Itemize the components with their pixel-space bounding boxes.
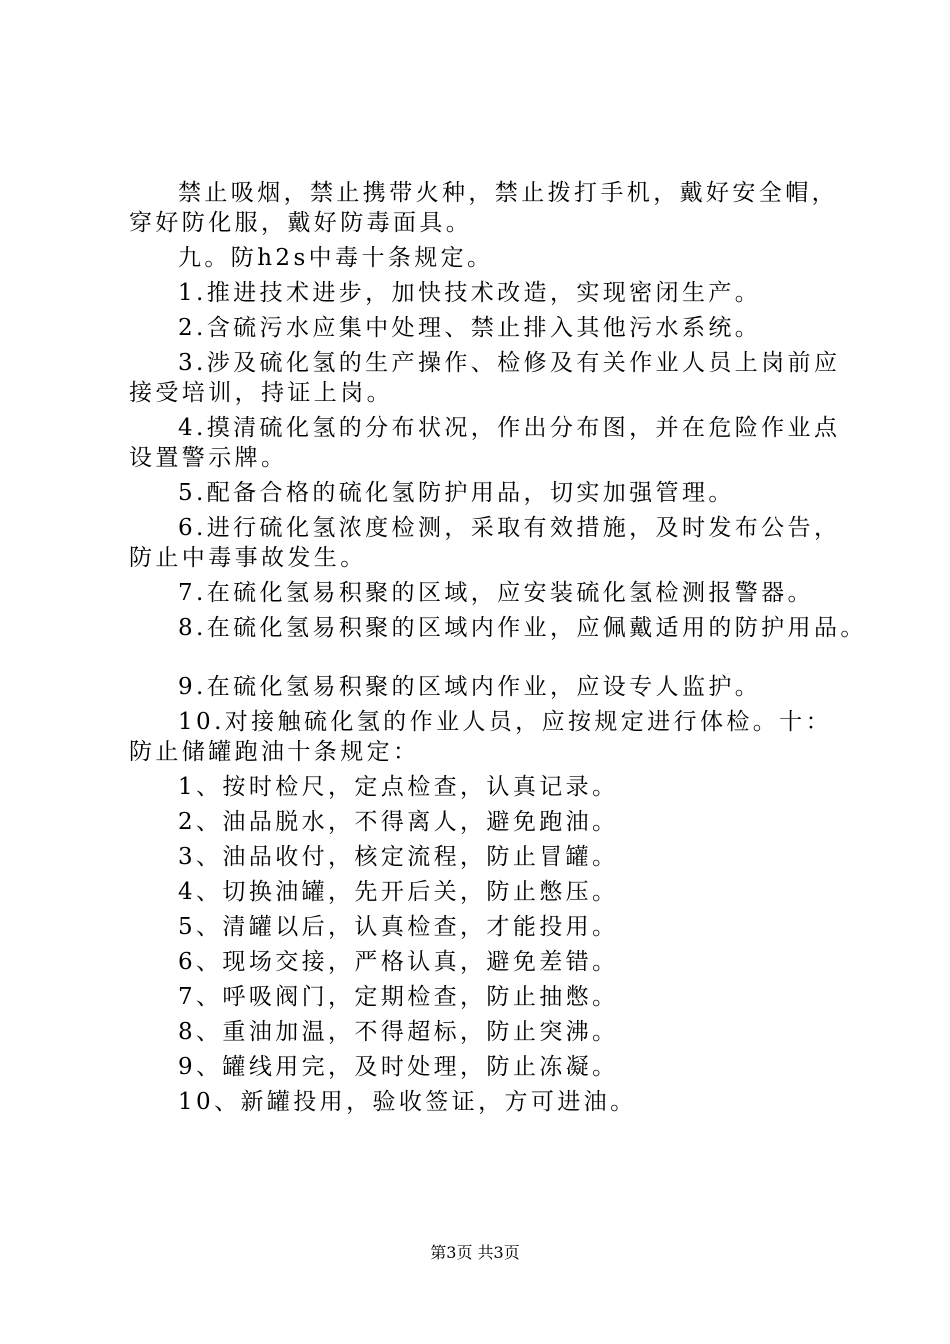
document-body	[129, 178, 867, 1122]
section-heading-h2s: 九。防h2s中毒十条规定。	[178, 245, 494, 271]
tank-rule-10: 10、新罐投用，验收签证，方可进油。	[178, 1089, 637, 1115]
tank-rule-5: 5、清罐以后，认真检查，才能投用。	[178, 914, 619, 940]
tank-rule-2: 2、油品脱水，不得离人，避免跑油。	[178, 809, 619, 835]
h2s-rule-5: 5.配备合格的硫化氢防护用品，切实加强管理。	[178, 480, 735, 506]
tank-rule-9: 9、罐线用完，及时处理，防止冻凝。	[178, 1054, 619, 1080]
paragraph-safety-rules: 禁止吸烟，禁止携带火种，禁止拨打手机，戴好安全帽，穿好防化服，戴好防毒面具。	[129, 180, 838, 236]
h2s-rule-1: 1.推进技术进步，加快技术改造，实现密闭生产。	[178, 280, 762, 306]
paragraph-gap	[129, 648, 849, 672]
tank-rule-8: 8、重油加温，不得超标，防止突沸。	[178, 1019, 619, 1045]
h2s-rule-9: 9.在硫化氢易积聚的区域内作业，应设专人监护。	[178, 674, 762, 700]
tank-rule-3: 3、油品收付，核定流程，防止冒罐。	[178, 844, 619, 870]
h2s-rule-10: 10.对接触硫化氢的作业人员，应按规定进行体检。十：防止储罐跑油十条规定：	[129, 709, 832, 765]
h2s-rule-8: 8.在硫化氢易积聚的区域内作业，应佩戴适用的防护用品。	[178, 615, 867, 641]
h2s-rule-2: 2.含硫污水应集中处理、禁止排入其他污水系统。	[178, 315, 762, 341]
h2s-rule-7: 7.在硫化氢易积聚的区域，应安装硫化氢检测报警器。	[178, 580, 814, 606]
tank-rule-7: 7、呼吸阀门，定期检查，防止抽憋。	[178, 984, 619, 1010]
tank-rule-1: 1、按时检尺，定点检查，认真记录。	[178, 774, 619, 800]
h2s-rule-4: 4.摸清硫化氢的分布状况，作出分布图，并在危险作业点设置警示牌。	[129, 415, 841, 471]
tank-rule-6: 6、现场交接，严格认真，避免差错。	[178, 949, 619, 975]
tank-rule-4: 4、切换油罐，先开后关，防止憋压。	[178, 879, 619, 905]
page-number-footer: 第3页 共3页	[430, 1243, 520, 1262]
h2s-rule-6: 6.进行硫化氢浓度检测，采取有效措施，及时发布公告，防止中毒事故发生。	[129, 515, 841, 571]
h2s-rule-3: 3.涉及硫化氢的生产操作、检修及有关作业人员上岗前应接受培训，持证上岗。	[129, 350, 841, 406]
